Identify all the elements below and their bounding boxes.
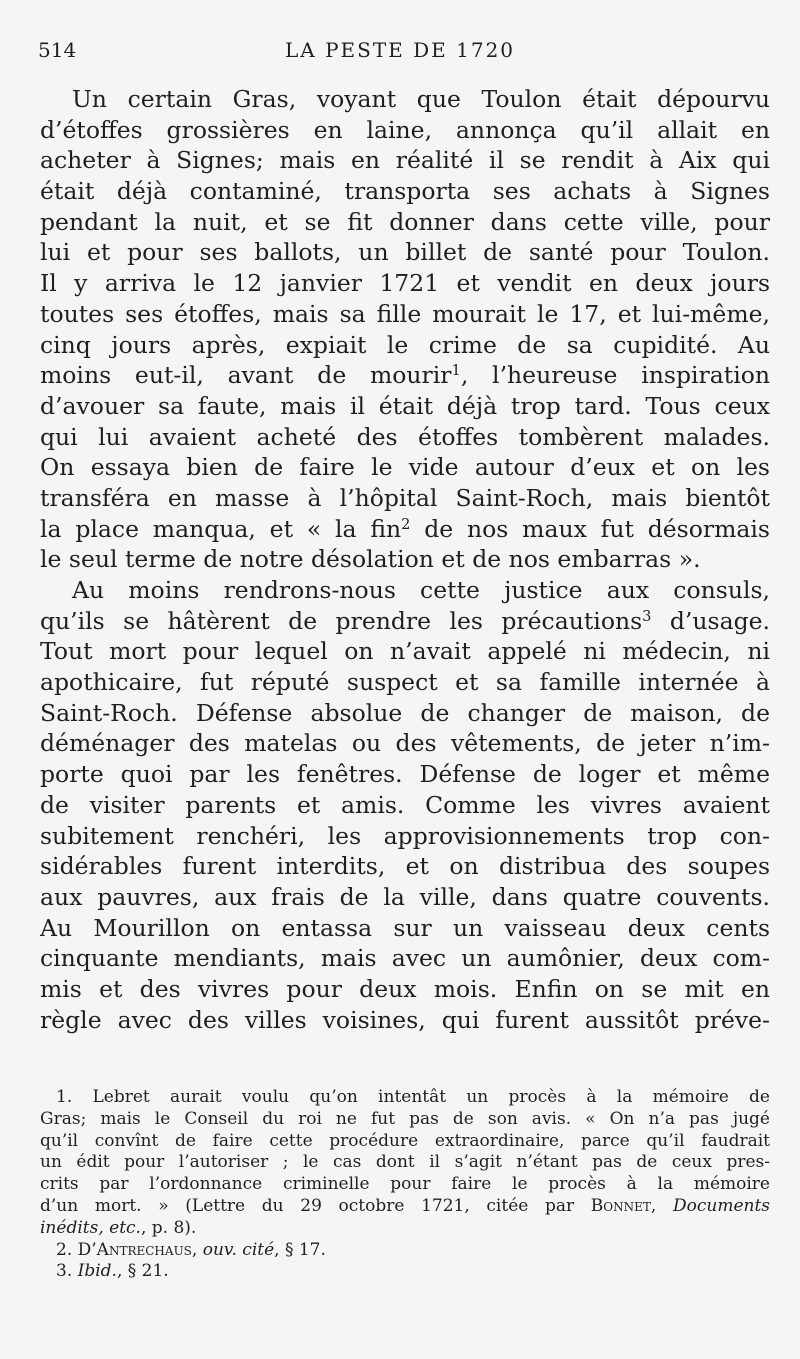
text-line: Au Mourillon on entassa sur un vaisseau deux cents: [40, 913, 770, 942]
author-name: Bonnet: [590, 1195, 651, 1216]
text-line: Tout mort pour lequel on n’avait appelé ni médecin, ni: [40, 637, 770, 666]
text-line: [40, 360, 770, 391]
footnote-ref-3: 3: [642, 607, 652, 625]
text-line: transféra en masse à l’hôpital Saint-Roch, mais bientôt: [40, 483, 770, 512]
text-line: [40, 606, 770, 637]
text-segment: moins eut-il, avant de mourir: [40, 361, 452, 390]
text-line: d’avouer sa faute, mais il était déjà trop tard. Tous ceux: [40, 391, 770, 420]
text-line: déménager des matelas ou des vêtements, de jeter n’im-: [40, 729, 770, 758]
author-name: D’Antrechaus: [77, 1239, 192, 1260]
ibid: Ibid.: [77, 1261, 117, 1282]
work-title: Documents: [672, 1195, 770, 1216]
footnote-line: [40, 1218, 770, 1240]
text-line: Un certain Gras, voyant que Toulon était dépourvu: [72, 85, 770, 113]
running-title: LA PESTE DE 1720: [284, 38, 516, 62]
page-number: 514: [38, 38, 77, 62]
text-line: le seul terme de notre désolation et de nos embarras ».: [40, 545, 701, 574]
text-line: cinq jours après, expiait le crime de sa cupidité. Au: [40, 330, 770, 359]
text-line: aux pauvres, aux frais de la ville, dans quatre couvents.: [40, 882, 770, 911]
text-segment: de nos maux fut désormais: [410, 514, 770, 543]
text-segment: d’usage.: [651, 606, 770, 635]
footnote-line: Gras; mais le Conseil du roi ne fut pas de son avis. « On n’a pas jugé: [40, 1108, 770, 1129]
text-line: lui et pour ses ballots, un billet de santé pour Toulon.: [40, 238, 770, 267]
work-title: ouv. cité: [202, 1239, 275, 1260]
text-line: cinquante mendiants, mais avec un aumônier, deux com-: [40, 944, 770, 973]
footnote-line: 1. Lebret aurait voulu qu’on intentât un procès à la mémoire de: [56, 1087, 770, 1107]
page-header: [38, 36, 762, 64]
footnote-line: un édit pour l’autoriser ; le cas dont il s’agit n’étant pas de ceux pres-: [40, 1152, 770, 1173]
work-title: inédits, etc.: [40, 1217, 141, 1238]
text-segment: d’un mort. » (Lettre du 29 octobre 1721, citée par: [40, 1195, 575, 1216]
text-line: d’étoffes grossières en laine, annonça qu’il allait en: [40, 115, 770, 144]
text-line: mis et des vivres pour deux mois. Enfin on se mit en: [40, 974, 770, 1003]
text-segment: , l’heureuse inspiration: [460, 361, 770, 390]
text-line: sidérables furent interdits, et on distribua des soupes: [40, 852, 770, 881]
text-segment: qu’ils se hâtèrent de prendre les précautions: [40, 606, 643, 635]
text-segment: , § 17.: [274, 1239, 326, 1260]
text-line: règle avec des villes voisines, qui furent aussitôt préve-: [40, 1005, 770, 1034]
text-segment: , § 21.: [116, 1261, 169, 1282]
text-line: subitement renchéri, les approvisionnements trop con-: [40, 821, 770, 850]
text-line: porte quoi par les fenêtres. Défense de loger et même: [40, 760, 770, 789]
footnote-line: crits par l’ordonnance criminelle pour faire le procès à la mémoire: [40, 1174, 770, 1195]
text-segment: la place manqua, et « la fin: [40, 514, 402, 543]
footnote-ref-2: 2: [401, 515, 411, 533]
text-line: On essaya bien de faire le vide autour d’eux et on les: [40, 453, 770, 482]
text-line: acheter à Signes; mais en réalité il se rendit à Aix qui: [40, 146, 770, 175]
main-text: [40, 84, 770, 1035]
footnotes: [40, 1087, 770, 1283]
text-line: Saint-Roch. Défense absolue de changer de maison, de: [40, 698, 770, 727]
footnote-line: qu’il convînt de faire cette procédure extraordinaire, parce qu’il faudrait: [40, 1130, 770, 1151]
text-line: était déjà contaminé, transporta ses achats à Signes: [40, 177, 770, 206]
text-line: pendant la nuit, et se fit donner dans cette ville, pour: [40, 207, 770, 236]
text-line: apothicaire, fut réputé suspect et sa famille internée à: [40, 668, 770, 697]
footnote-number: 2.: [56, 1239, 73, 1260]
footnote-line: [40, 1261, 770, 1283]
text-line: Il y arriva le 12 janvier 1721 et vendit en deux jours: [40, 269, 770, 298]
text-line: de visiter parents et amis. Comme les vivres avaient: [40, 790, 770, 819]
footnote-line: 2. D’Antrechaus, ouv. cité, § 17.: [56, 1239, 326, 1260]
footnote-number: 3.: [56, 1261, 73, 1282]
footnote-ref-1: 1: [451, 362, 461, 380]
text-line: [40, 514, 770, 545]
footnote-line: [40, 1196, 770, 1218]
text-segment: , p. 8).: [140, 1217, 197, 1238]
text-line: qui lui avaient acheté des étoffes tombèrent malades.: [40, 422, 770, 451]
text-segment: ,: [650, 1195, 657, 1216]
text-line: toutes ses étoffes, mais sa fille mourait le 17, et lui-même,: [40, 299, 770, 328]
text-line: Au moins rendrons-nous cette justice aux consuls,: [72, 576, 770, 604]
